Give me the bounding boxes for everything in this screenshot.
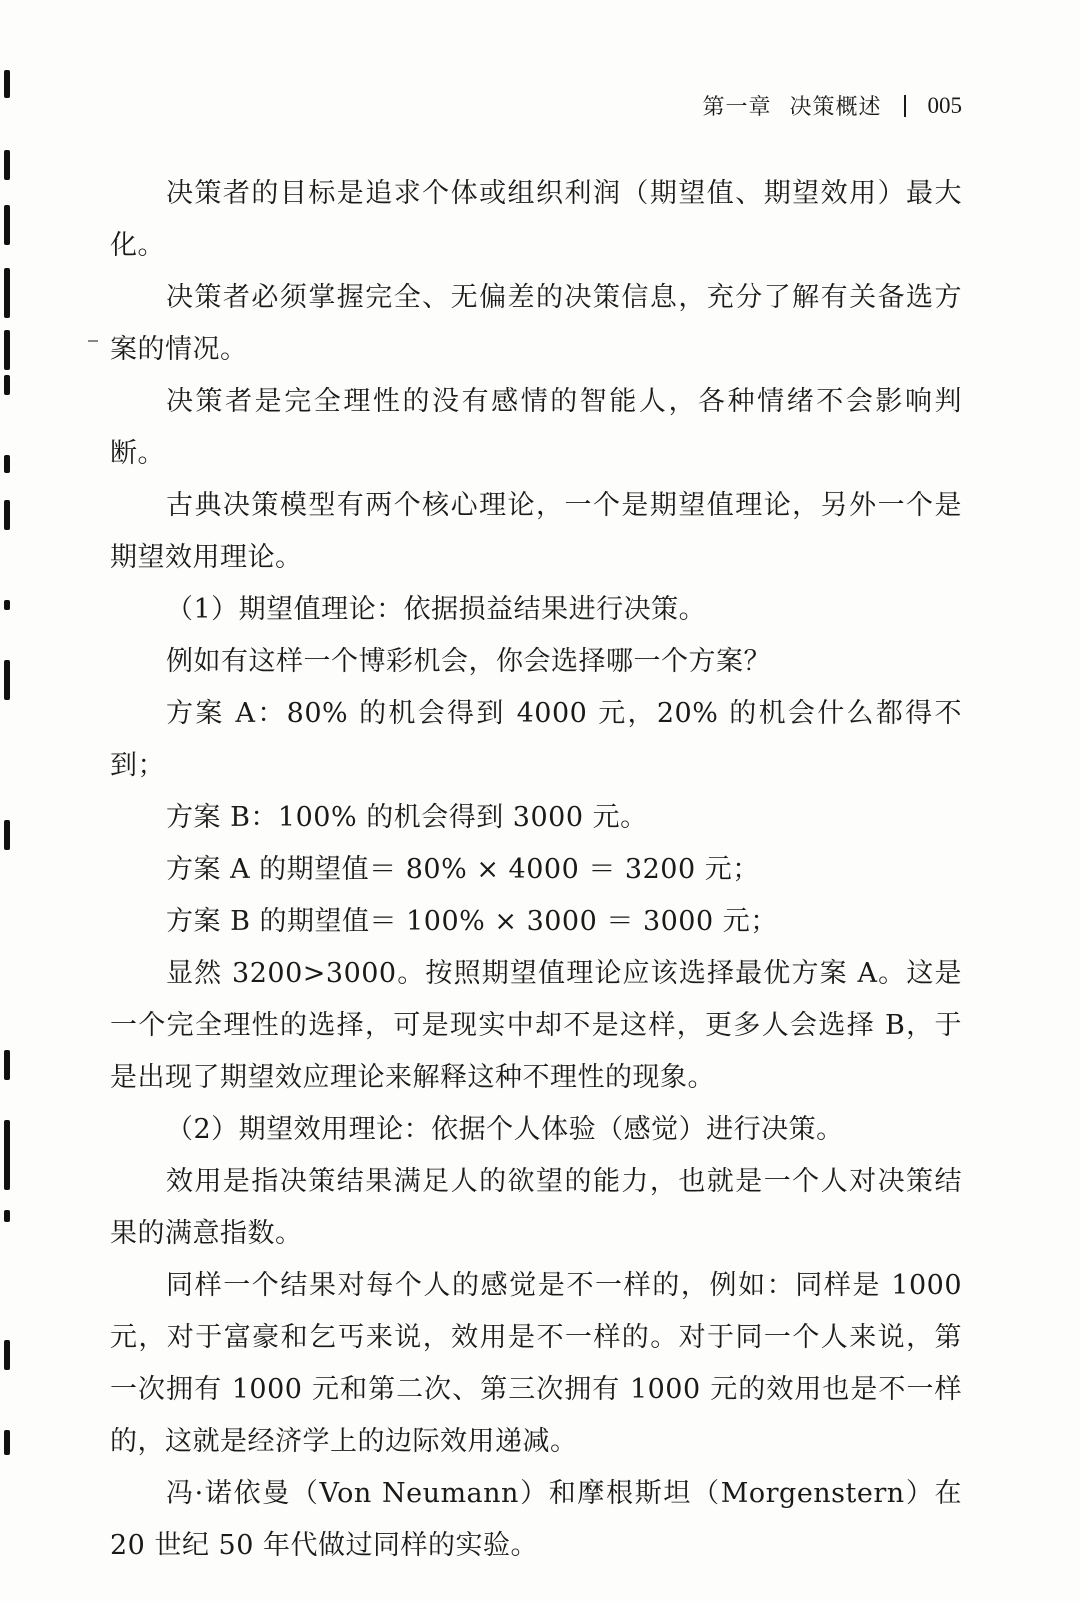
paragraph: 冯·诺依曼（Von Neumann）和摩根斯坦（Morgenstern）在 20 世纪 50 年代做过同样的实验。 [110,1478,962,1561]
chapter-number: 第一章 [702,95,772,120]
header-divider [904,95,906,117]
paragraph: 方案 A 的期望值＝ 80% × 4000 ＝ 3200 元； [166,854,760,885]
paragraph: 同样一个结果对每个人的感觉是不一样的，例如：同样是 1000 元，对于富豪和乞丐来说，效用是不一样的。对于同一个人来说，第一次拥有 1000 元和第二次、第三次拥有 1000 元的效用也是不一样的，这就是经济学上的边际效用递减。 [110,1270,962,1457]
ink-mark [88,340,98,342]
paragraph: 例如有这样一个博彩机会，你会选择哪一个方案？ [166,646,771,677]
paragraph: （2）期望效用理论：依据个人体验（感觉）进行决策。 [166,1114,844,1145]
paragraph: 方案 A：80% 的机会得到 4000 元，20% 的机会什么都得不到； [110,698,962,781]
body-text [110,168,962,1572]
paragraph: 决策者必须掌握完全、无偏差的决策信息，充分了解有关备选方案的情况。 [110,282,962,365]
running-header [702,90,962,121]
paragraph: 方案 B 的期望值＝ 100% × 3000 ＝ 3000 元； [166,906,778,937]
page-number: 005 [927,92,962,118]
paragraph: 显然 3200>3000。按照期望值理论应该选择最优方案 A。这是一个完全理性的选择，可是现实中却不是这样，更多人会选择 B，于是出现了期望效应理论来解释这种不理性的现象。 [110,958,962,1093]
chapter-title: 决策概述 [789,95,882,120]
paragraph: 古典决策模型有两个核心理论，一个是期望值理论，另外一个是期望效用理论。 [110,490,962,573]
scan-edge-artifact [0,0,18,1601]
paragraph: （1）期望值理论：依据损益结果进行决策。 [166,594,707,625]
paragraph: 决策者的目标是追求个体或组织利润（期望值、期望效用）最大化。 [110,178,962,261]
paragraph: 决策者是完全理性的没有感情的智能人，各种情绪不会影响判断。 [110,386,962,469]
paragraph: 方案 B：100% 的机会得到 3000 元。 [166,802,648,833]
paragraph: 效用是指决策结果满足人的欲望的能力，也就是一个人对决策结果的满意指数。 [110,1166,962,1249]
